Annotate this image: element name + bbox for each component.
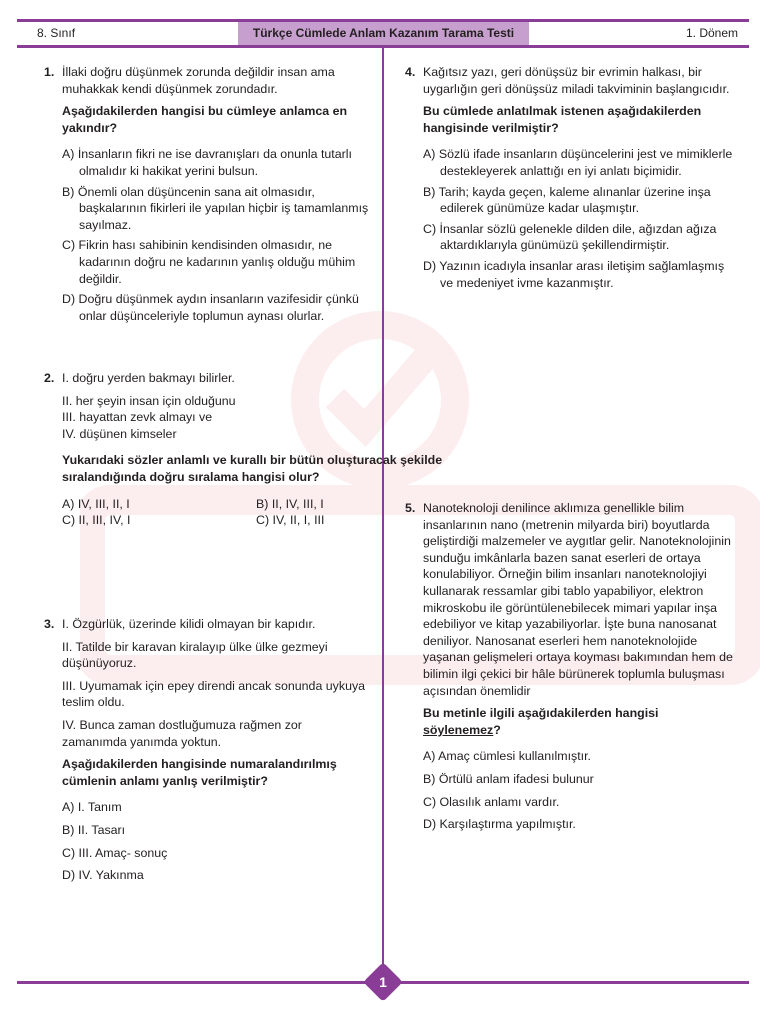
option-b[interactable]: B) Örtülü anlam ifadesi bulunur <box>423 771 594 786</box>
question-number: 2. <box>44 371 55 385</box>
question-3 <box>44 616 370 890</box>
option-d[interactable]: D) IV. Yakınma <box>62 868 144 883</box>
question-number: 4. <box>405 65 416 79</box>
page-number: 1 <box>379 974 387 990</box>
option-a[interactable]: A) İnsanların fikri ne ise davranışları da onunla tutarlı olmalıdır ki hakikat yerini bulsun. <box>62 147 352 178</box>
question-stem: Bu cümlede anlatılmak istenen aşağıdakilerden hangisinde verilmiştir? <box>423 104 702 135</box>
grade-label: 8. Sınıf <box>37 26 76 40</box>
sentence-i: I. Özgürlük, üzerinde kilidi olmayan bir kapıdır. <box>62 617 316 631</box>
option-b[interactable]: B) Önemli olan düşüncenin sana ait olmasıdır, başkalarının fikirleri ile yapılan hiçbir iş tamamlanmış sayılmaz. <box>62 184 369 232</box>
sentence-iii: III. Uyumamak için epey direndi ancak sonunda uykuya teslim oldu. <box>62 678 366 710</box>
option-c[interactable]: C) II, III, IV, I <box>62 513 131 528</box>
sentence-iv: IV. düşünen kimseler <box>62 426 177 441</box>
passage-text: Nanoteknoloji denilince aklımıza genellikle bilim insanlarının nano (metrenin milyarda biri) boyutlarda geliştirdiği malzemeler ve aygıtlar gelir. Nanoteknolojinin sunduğu imkânlarla bazen sanat eserleri de ortaya konulabiliyor. Örneğin bilim insanları nanoteknolojiyi kullanarak ressamlar gibi tablo yapabiliyor, elektron mikroskobu ile görüntülenebilecek mimari yapılar inşa edebiliyor ve kitap yazabiliyorlar. İşte buna nanosanat deniliyor. Nanosanat eserleri hem nanoteknolojide yaşanan gelişmeleri ortaya koyması bakımından hem de bilimin ilgi çekici bir hâle bürünerek toplumla buluşması açısından önemlidir <box>423 501 733 698</box>
stem-prefix: Bu metinle ilgili aşağıdakilerden hangisi <box>423 706 659 721</box>
option-c[interactable]: C) III. Amaç- sonuç <box>62 845 168 860</box>
option-d[interactable]: D) Doğru düşünmek aydın insanların vazifesidir çünkü onlar düşünceleriyle toplumun aynası olurlar. <box>62 292 359 323</box>
option-c[interactable]: C) Olasılık anlamı vardır. <box>423 794 560 809</box>
option-a[interactable]: A) Amaç cümlesi kullanılmıştır. <box>423 749 592 764</box>
stem-emphasis: söylenemez <box>423 722 494 737</box>
question-number: 5. <box>405 501 416 515</box>
option-a[interactable]: A) Sözlü ifade insanların düşüncelerini jest ve mimiklerle destekleyerek anlattığı en iyi anlatı biçimidir. <box>423 147 733 178</box>
question-5 <box>405 500 735 839</box>
option-a[interactable]: A) IV, III, II, I <box>62 496 130 511</box>
question-number: 3. <box>44 617 55 631</box>
question-stem: Aşağıdakilerden hangisinde numaralandırılmış cümlenin anlamı yanlış verilmiştir? <box>62 757 337 788</box>
option-b[interactable]: B) Tarih; kayda geçen, kaleme alınanlar üzerine inşa edilerek günümüze kadar ulaşmıştır. <box>423 184 711 216</box>
stem-suffix: ? <box>493 722 501 737</box>
question-text: Kağıtsız yazı, geri dönüşsüz bir evrimin halkası, bir uygarlığın geri dönüşsüz miladi takviminin başlangıcıdır. <box>423 65 730 96</box>
question-stem: Yukarıdaki sözler anlamlı ve kurallı bir bütün oluşturacak şekilde sıralandığında doğru sıralama hangisi olur? <box>62 453 443 484</box>
test-title: Türkçe Cümlede Anlam Kazanım Tarama Testi <box>238 22 529 45</box>
option-b[interactable]: B) II, IV, III, I <box>256 496 324 511</box>
term-label: 1. Dönem <box>686 26 739 40</box>
option-c[interactable]: C) Fikrin hası sahibinin kendisinden olmasıdır, ne kadarının doğru ne kadarının yanlış olduğu mühim değildir. <box>62 238 356 286</box>
sentence-ii: II. her şeyin insan için olduğunu <box>62 393 236 408</box>
option-d[interactable]: C) IV, II, I, III <box>256 513 325 528</box>
sentence-ii: II. Tatilde bir karavan kiralayıp ülke ülke gezmeyi düşünüyoruz. <box>62 639 328 671</box>
question-stem: Aşağıdakilerden hangisi bu cümleye anlamca en yakındır? <box>62 104 348 135</box>
option-c[interactable]: C) İnsanlar sözlü gelenekle dilden dile, ağızdan ağıza aktardıklarıyla günümüzü şekillendirmiştir. <box>423 221 717 253</box>
question-text: İllaki doğru düşünmek zorunda değildir insan ama muhakkak kendi düşünmek zorundadır. <box>62 65 335 96</box>
option-a[interactable]: A) I. Tanım <box>62 800 122 815</box>
question-stem <box>423 705 735 738</box>
sentence-i: I. doğru yerden bakmayı bilirler. <box>62 371 235 385</box>
option-b[interactable]: B) II. Tasarı <box>62 822 126 837</box>
option-d[interactable]: D) Yazının icadıyla insanlar arası iletişim sağlamlaşmış ve medeniyet ivme kazanmıştır. <box>423 258 725 290</box>
question-number: 1. <box>44 65 55 79</box>
question-4 <box>405 64 735 295</box>
question-2 <box>44 370 450 529</box>
sentence-iii: III. hayattan zevk almayı ve <box>62 410 213 425</box>
option-d[interactable]: D) Karşılaştırma yapılmıştır. <box>423 817 576 832</box>
question-1 <box>44 64 370 328</box>
sentence-iv: IV. Bunca zaman dostluğumuza rağmen zor zamanımda yanımda yoktun. <box>62 717 302 749</box>
